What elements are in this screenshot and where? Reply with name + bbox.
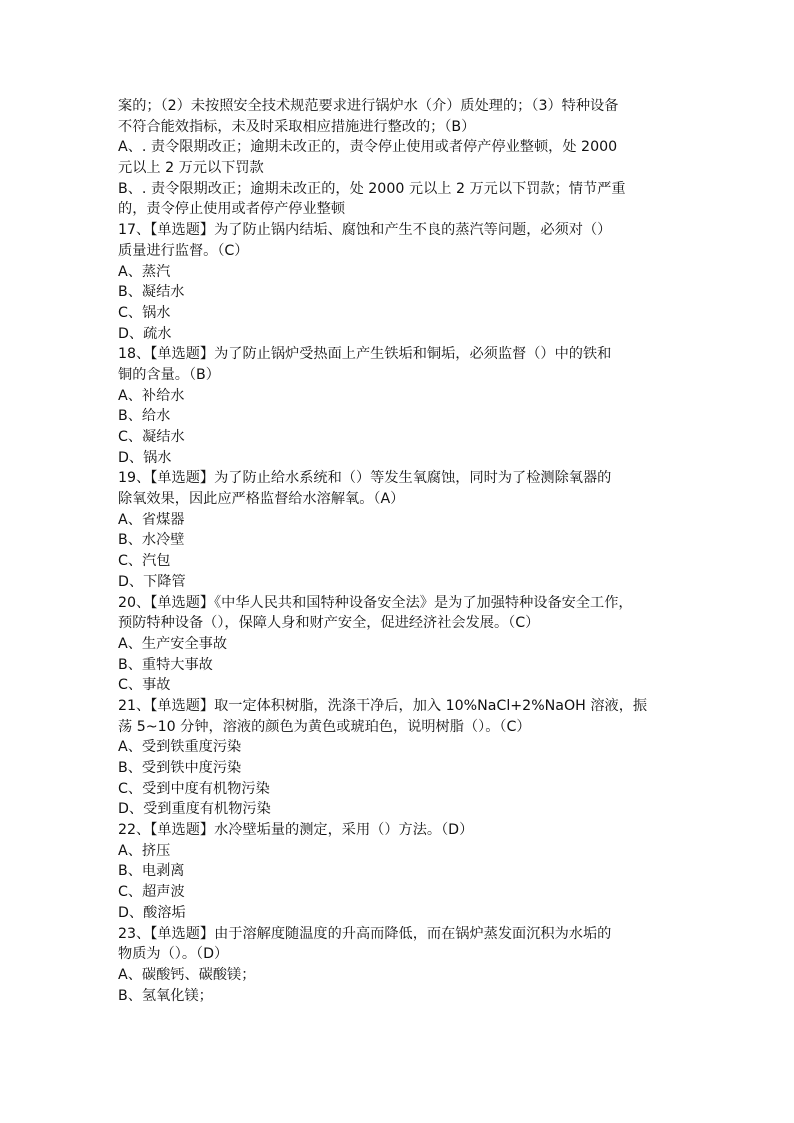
text-line: A、. 责令限期改正；逾期未改正的，责令停止使用或者停产停业整顿，处 2000 [118, 139, 618, 156]
option-line: D、下降管 [118, 573, 186, 590]
option-line: B、凝结水 [118, 284, 185, 301]
question-23-stem: 23、【单选题】由于溶解度随温度的升高而降低，而在锅炉蒸发面沉积为水垢的 [118, 925, 612, 942]
text-line: 的，责令停止使用或者停产停业整顿 [118, 201, 346, 218]
option-line: B、给水 [118, 408, 171, 425]
question-18-stem: 铜的含量。（B） [118, 366, 220, 383]
question-21-stem: 21、【单选题】取一定体积树脂，洗涤干净后，加入 10%NaCl+2%NaOH 溶液，振 [118, 697, 648, 714]
option-line: B、水冷壁 [118, 532, 185, 549]
question-18-stem: 18、【单选题】为了防止锅炉受热面上产生铁垢和铜垢，必须监督（）中的铁和 [118, 346, 612, 363]
question-21-stem: 荡 5~10 分钟，溶液的颜色为黄色或琥珀色，说明树脂（）。（C） [118, 718, 531, 735]
option-line: D、疏水 [118, 325, 172, 342]
option-line: C、锅水 [118, 304, 171, 321]
option-line: B、氢氧化镁； [118, 987, 213, 1004]
option-line: D、受到重度有机物污染 [118, 801, 271, 818]
option-line: A、挤压 [118, 842, 171, 859]
option-line: B、受到铁中度污染 [118, 760, 242, 776]
question-19-stem: 19、【单选题】为了防止给水系统和（）等发生氧腐蚀，同时为了检测除氧器的 [118, 470, 612, 487]
option-line: A、蒸汽 [118, 263, 171, 280]
option-line: B、重特大事故 [118, 656, 213, 673]
option-line: A、生产安全事故 [118, 635, 228, 652]
text-line: B、. 责令限期改正；逾期未改正的，处 2000 元以上 2 万元以下罚款；情节严重 [118, 180, 626, 197]
question-20-stem: 预防特种设备（），保障人身和财产安全，促进经济社会发展。（C） [118, 615, 540, 632]
question-22-stem: 22、【单选题】水冷壁垢量的测定，采用（）方法。（D） [118, 822, 474, 839]
option-line: A、省煤器 [118, 511, 185, 528]
option-line: C、凝结水 [118, 429, 185, 445]
option-line: C、受到中度有机物污染 [118, 780, 270, 797]
option-line: D、锅水 [118, 449, 172, 466]
option-line: D、酸溶垢 [118, 904, 186, 921]
option-line: A、碳酸钙、碳酸镁； [118, 966, 256, 983]
question-19-stem: 除氧效果，因此应严格监督给水溶解氧。（A） [118, 491, 405, 508]
text-line: 元以上 2 万元以下罚款 [118, 160, 264, 177]
text-line: 案的；（2）未按照安全技术规范要求进行锅炉水（介）质处理的；（3）特种设备 [118, 98, 619, 114]
document-page [118, 96, 678, 1006]
option-line: C、超声波 [118, 884, 185, 901]
option-line: A、受到铁重度污染 [118, 739, 242, 756]
option-line: C、事故 [118, 677, 171, 694]
option-line: A、补给水 [118, 387, 185, 404]
text-line: 不符合能效指标，未及时采取相应措施进行整改的；（B） [118, 118, 476, 135]
option-line: C、汽包 [118, 553, 171, 570]
question-17-stem: 质量进行监督。（C） [118, 242, 249, 259]
question-20-stem: 20、【单选题】《中华人民共和国特种设备安全法》是为了加强特种设备安全工作， [118, 594, 633, 611]
question-17-stem: 17、【单选题】为了防止锅内结垢、腐蚀和产生不良的蒸汽等问题，必须对（） [118, 222, 612, 239]
option-line: B、电剥离 [118, 863, 185, 880]
question-23-stem: 物质为（）。（D） [118, 946, 229, 963]
